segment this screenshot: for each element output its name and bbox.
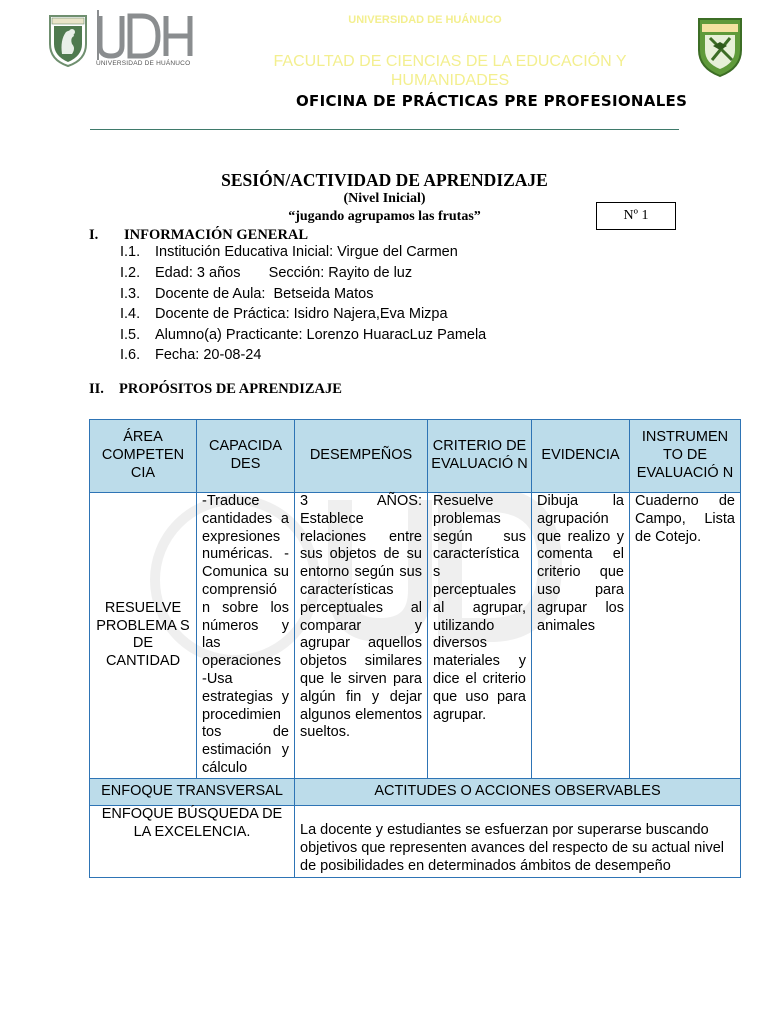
info-item-number: I.2. [120,265,141,281]
column-header-evidencia: EVIDENCIA [532,420,630,493]
logo-subtitle: UNIVERSIDAD DE HUÁNUCO [96,60,191,67]
cell-actitudes: La docente y estudiantes se esfuerzan por superarse buscando objetivos que representen avances del respecto de su actual nivel de posibilidades en determinados ámbitos de desempeño [295,805,741,877]
section-title: PROPÓSITOS DE APRENDIZAJE [119,381,342,397]
cell-area: RESUELVE PROBLEMA S DE CANTIDAD [90,493,197,779]
info-item-text: Edad: 3 años Sección: Rayito de luz [155,265,413,281]
info-item [120,244,458,260]
table-row [90,493,741,779]
cell-evidencia: Dibuja la agrupación que realizo y comenta el criterio que uso para agrupar los animales [532,493,630,779]
info-item-number: I.3. [120,286,141,302]
document-level: (Nivel Inicial) [343,191,426,206]
cell-enfoque: ENFOQUE BÚSQUEDA DE LA EXCELENCIA. [90,805,295,877]
info-item-number: I.6. [120,347,141,363]
column-header-area: ÁREA COMPETEN CIA [90,420,197,493]
column-header-criterio: CRITERIO DE EVALUACIÓ N [428,420,532,493]
cell-desempenos: 3 AÑOS: Establece relaciones entre sus objetos de su entorno según sus características perceptuales al comparar y agrupar aquellos objetos similares que le sirven para algún fin y dejar algunos elementos sueltos. [295,493,428,779]
faculty-shield-logo [696,16,744,78]
enfoque-header: ENFOQUE TRANSVERSAL [90,778,295,805]
info-item-number: I.5. [120,327,141,343]
section-number: I. [89,227,99,243]
cell-instrumento: Cuaderno de Campo, Lista de Cotejo. [630,493,741,779]
table-row [90,805,741,877]
document-title: SESIÓN/ACTIVIDAD DE APRENDIZAJE [221,170,548,190]
document-subtitle: “jugando agrupamos las frutas” [288,209,481,224]
university-name-watermark: UNIVERSIDAD DE HUÁNUCO [348,14,502,26]
info-item-text: Fecha: 20-08-24 [155,347,262,363]
table-header-row [90,420,741,493]
info-item [120,265,412,281]
cell-capacidades: -Traduce cantidades a expresiones numéricas. -Comunica su comprensió n sobre los números y las operaciones -Usa estrategias y procedimien tos de estimación y cálculo [197,493,295,779]
actitudes-header: ACTITUDES O ACCIONES OBSERVABLES [295,778,741,805]
info-item-text: Docente de Aula: Betseida Matos [155,286,374,302]
info-item [120,286,373,302]
column-header-desempenos: DESEMPEÑOS [295,420,428,493]
info-item [120,347,261,363]
column-header-instrumento: INSTRUMEN TO DE EVALUACIÓ N [630,420,741,493]
section-title: INFORMACIÓN GENERAL [124,227,309,243]
info-item-text: Docente de Práctica: Isidro Najera,Eva Mizpa [155,306,448,322]
faculty-name: FACULTAD DE CIENCIAS DE LA EDUCACIÓN Y HUMANIDADES [273,53,627,89]
column-header-capacidades: CAPACIDA DES [197,420,295,493]
session-number-box: Nº 1 [596,202,676,230]
learning-purposes-table [89,419,741,878]
university-crest-logo [48,14,88,68]
section-number: II. [89,381,104,397]
table-subheader-row [90,778,741,805]
info-item-number: I.1. [120,244,141,260]
header-divider [90,129,679,130]
office-name: OFICINA DE PRÁCTICAS PRE PROFESIONALES [296,92,688,110]
info-item-text: Institución Educativa Inicial: Virgue del Carmen [155,244,458,260]
info-item-text: Alumno(a) Practicante: Lorenzo HuaracLuz Pamela [155,327,487,343]
info-item [120,306,448,322]
info-item [120,327,486,343]
info-item-number: I.4. [120,306,141,322]
cell-criterio: Resuelve problemas según sus característica s perceptuales al agrupar, utilizando diversos materiales y dice el criterio que uso para agrupar. [428,493,532,779]
